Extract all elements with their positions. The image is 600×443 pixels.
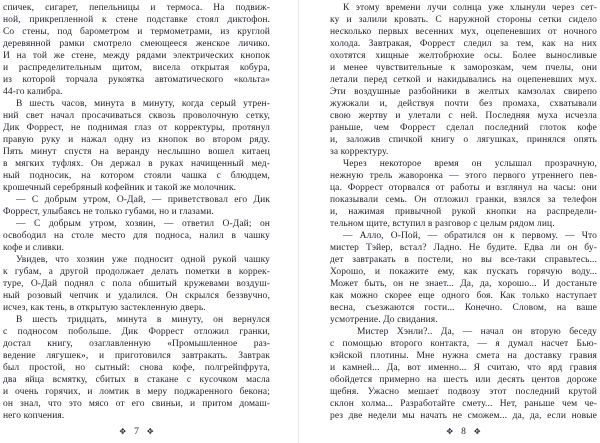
- page-left-text: [3, 2, 270, 422]
- page-left: [3, 2, 270, 438]
- text-line: летали перед сеткой и накидывались на оцепеневших мух.: [330, 75, 597, 85]
- page-number: 8: [461, 426, 466, 437]
- text-line: Через некоторое время он услышал прозрачную,: [343, 159, 597, 169]
- text-line: 44-го калибра.: [3, 87, 63, 97]
- text-line: правую руку и нажал одну из кнопок во втором ряду.: [3, 135, 270, 145]
- text-line: холода. Завтракая, Форрест следил за тем, как на них: [330, 39, 597, 49]
- text-line: Хорошо, и покажите ему, как пускать горячую воду...: [330, 267, 597, 277]
- text-line: за корректуру.: [330, 147, 389, 157]
- text-line: Форрест, улыбаясь не только губами, но и глазами.: [3, 207, 214, 217]
- text-line: Мистер Хэнли?.. Да, — начал он вторую беседу: [357, 327, 597, 337]
- text-line: к губам, а другой продолжает делать пометки в коррек-: [3, 267, 270, 277]
- text-line: из которой торчала рукоятка автоматического «кольта»: [3, 75, 270, 85]
- text-line: В шесть часов, минута в минуту, когда серый утрен-: [16, 99, 270, 109]
- text-line: он знал, что это мясо от его свиньи, и притом домаш-: [3, 399, 270, 409]
- footer-ornament-icon: ✥: [446, 426, 454, 436]
- text-line: спичек, сигарет, пепельницы и термоса. На подвиж-: [3, 3, 270, 13]
- text-line: ный розовый чепчик и удалился. Он скрылся беззвучно,: [3, 291, 270, 301]
- text-line: весна, съезжаются гости... Конечно. Словом, на ваше: [330, 303, 597, 313]
- page-number: 7: [134, 426, 139, 437]
- text-line: несколько первых весенних мух, оцепеневших от ночного: [330, 27, 597, 37]
- page-right-text: [330, 2, 597, 422]
- text-line: исчез, как тень, в открытую застекленную дверь.: [3, 303, 206, 313]
- text-line: нежную трель жаворонка — этого первого утреннего пев-: [330, 171, 597, 181]
- page-left-footer: [3, 425, 270, 438]
- text-line: ный подносик, на котором стояли чашка с блюдцем,: [3, 171, 270, 181]
- page-right-footer: [330, 425, 597, 438]
- text-line: ведение лягушек», и приготовился завтракать. Завтрак: [3, 351, 270, 361]
- text-line: рез две недели мы начать не сможем... да, да, если новые: [330, 411, 597, 421]
- page-right: [330, 2, 597, 438]
- text-line: и, нажимая привычной рукой кнопки на распредели-: [330, 207, 597, 217]
- footer-ornament-icon: ✥: [146, 426, 154, 436]
- text-line: крошечный серебряный кофейник и такой же молочник.: [3, 183, 237, 193]
- text-line: Дик Форрест, не поднимая глаз от корректуры, протянул: [3, 123, 270, 133]
- text-line: Со стены, под барометром и термометрами, из круглой: [3, 27, 270, 37]
- text-line: и камней... Да, вот именно... Я считаю, что ярд гравия: [330, 363, 597, 373]
- text-line: В шесть тридцать, минута в минуту, он вернулся: [16, 315, 270, 325]
- text-line: показывали семь. Он отложил гранки, взялся за телефон: [330, 195, 597, 205]
- text-line: ной, прикрепленной к стене подставке стоял диктофон.: [3, 15, 270, 25]
- text-line: раньше, чем Форрест сделал последний глоток кофе: [330, 123, 597, 133]
- text-line: мистер Тэйер, встал? Ладно. Не будите. Едва ли он бу-: [330, 243, 597, 253]
- page-divider: [298, 0, 299, 443]
- text-line: ца. Форрест оторвался от работы и взглянул на часы: они: [330, 183, 597, 193]
- text-line: склон холма... Разработайте смету... Нет, раньше чем че-: [330, 399, 597, 409]
- text-line: достал книгу, озаглавленную «Промышленное раз-: [3, 339, 270, 349]
- text-line: — С добрым утром, хозяин, — ответил О-Дай; он: [16, 219, 270, 229]
- text-line: и очень горячих, и ломтик в меру поджаренного бекона;: [3, 387, 270, 397]
- text-line: — Алло, О-Пой, — обратился он к первому. — Что: [343, 231, 597, 241]
- footer-ornament-icon: ✥: [473, 426, 481, 436]
- text-line: охотятся хищные желтобрюхие осы. Более выносливые: [330, 51, 597, 61]
- text-line: него копчения.: [3, 411, 65, 421]
- text-line: ку и залили кровать. С наружной стороны сетки сидело: [330, 15, 597, 25]
- text-line: Может быть, он не знает... Да, да, хорошо... И достаньте: [330, 279, 597, 289]
- text-line: Пять минут спустя на веранду неслышно вошел китаец: [3, 147, 270, 157]
- text-line: деревянной рамки смотрело смеющееся женское личико.: [3, 39, 270, 49]
- text-line: И на той же стене, между рядами электрических кнопок: [3, 51, 270, 61]
- text-line: К этому времени лучи солнца уже хлынули через сет-: [343, 3, 597, 13]
- text-line: — С добрым утром, О-Дай, — приветствовал его Дик: [16, 195, 270, 205]
- footer-ornament-icon: ✥: [119, 426, 127, 436]
- text-line: жужжали и, действуя почти без промаха, схватывали: [330, 99, 597, 109]
- text-line: ний свет начал просачиваться сквозь проволочную сетку,: [3, 111, 270, 121]
- text-line: тельном щите, вступил в разговор с целым рядом лиц.: [330, 219, 555, 229]
- text-line: два яйца всмятку, сбитых в стакане с кусочком масла: [3, 375, 270, 385]
- text-line: был простой, но сытный: снова кофе, полгрейпфрута,: [3, 363, 270, 373]
- text-line: с помощью второго контакта, — я думал насчет Бью-: [330, 339, 597, 349]
- text-line: кофе и сливки.: [3, 243, 65, 253]
- text-line: усмотрение. До свидания.: [330, 315, 438, 325]
- text-line: как можно скорее еще одного боя. Как только наступает: [330, 291, 597, 301]
- text-line: и распределительным щитом, висела открытая кобура,: [3, 63, 270, 73]
- text-line: с подносом побольше. Дик Форрест отложил гранки,: [3, 327, 270, 337]
- text-line: дет завтракать в постели, но вы все-таки справьтесь...: [330, 255, 597, 265]
- text-line: обойдется примерно на шесть или десять центов дороже: [330, 375, 597, 385]
- text-line: в мягких туфлях. Он держал в руках начищенный мед-: [3, 159, 270, 169]
- text-line: туре, О-Дай поднял с пола обшитый кружевами воздуш-: [3, 279, 270, 289]
- text-line: и, заложив спичкой книгу о лягушках, принялся опять: [330, 135, 597, 145]
- text-line: освободил на столе место для подноса, налил в чашку: [3, 231, 270, 241]
- text-line: и менее чувствительные к заморозкам, чем пчелы, они: [330, 63, 597, 73]
- text-line: свою жертву и улетали с ней. Последняя муха исчезла: [330, 111, 597, 121]
- text-line: Эти воздушные разбойники в желтых камзолах свирепо: [330, 87, 597, 97]
- text-line: кэйской плотины. Мне нужна смета на доставку гравия: [330, 351, 597, 361]
- text-line: щебня. Ужасно мешает подвозу этот последний крутой: [330, 387, 597, 397]
- text-line: Увидев, что хозяин уже подносит одной рукой чашку: [16, 255, 270, 265]
